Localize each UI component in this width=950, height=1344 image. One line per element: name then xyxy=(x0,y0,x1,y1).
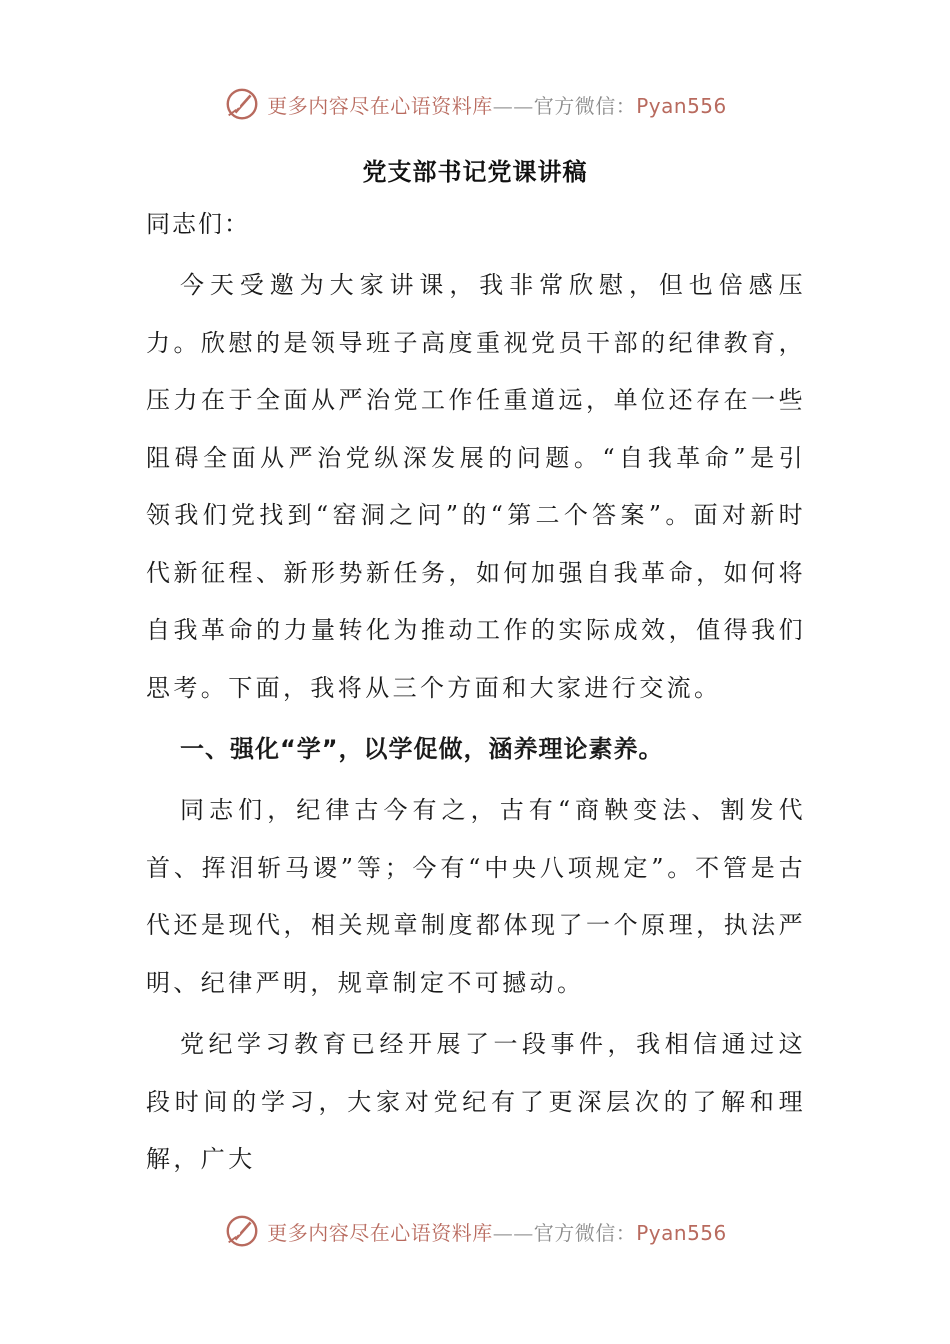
watermark-text xyxy=(267,90,727,119)
section1-paragraph-1: 同志们，纪律古今有之，古有“商鞅变法、割发代首、挥泪斩马谡”等；今有“中央八项规定”。不管是古代还是现代，相关规章制度都体现了一个原理，执法严明、纪律严明，规章制定不可撼动。 xyxy=(146,796,806,997)
watermark-text xyxy=(267,1217,727,1246)
document-title: 党支部书记党课讲稿 xyxy=(362,157,588,186)
header-watermark xyxy=(0,82,950,126)
salutation: 同志们： xyxy=(146,210,250,238)
watermark-site: 更多内容尽在心语资料库 xyxy=(267,1220,493,1245)
watermark-contact-id: Pyan556 xyxy=(636,1220,727,1245)
watermark-contact-label: 官方微信： xyxy=(533,1220,637,1245)
quill-seal-icon xyxy=(223,1212,261,1250)
watermark-dash: —— xyxy=(492,93,534,118)
watermark-contact-label: 官方微信： xyxy=(533,93,637,118)
footer-watermark xyxy=(0,1209,950,1253)
watermark-dash: —— xyxy=(492,1220,534,1245)
intro-paragraph: 今天受邀为大家讲课，我非常欣慰，但也倍感压力。欣慰的是领导班子高度重视党员干部的纪律教育，压力在于全面从严治党工作任重道远，单位还存在一些阻碍全面从严治党纵深发展的问题。“自我革命”是引领我们党找到“窑洞之问”的“第二个答案”。面对新时代新征程、新形势新任务，如何加强自我革命，如何将自我革命的力量转化为推动工作的实际成效，值得我们思考。下面，我将从三个方面和大家进行交流。 xyxy=(146,271,806,702)
document-body xyxy=(146,196,806,1193)
section-heading-1: 一、强化“学”，以学促做，涵养理论素养。 xyxy=(180,735,664,763)
watermark-site: 更多内容尽在心语资料库 xyxy=(267,93,493,118)
section1-paragraph-2: 党纪学习教育已经开展了一段事件，我相信通过这段时间的学习，大家对党纪有了更深层次的了解和理解，广大 xyxy=(146,1030,806,1173)
watermark-contact-id: Pyan556 xyxy=(636,93,727,118)
quill-seal-icon xyxy=(223,85,261,123)
